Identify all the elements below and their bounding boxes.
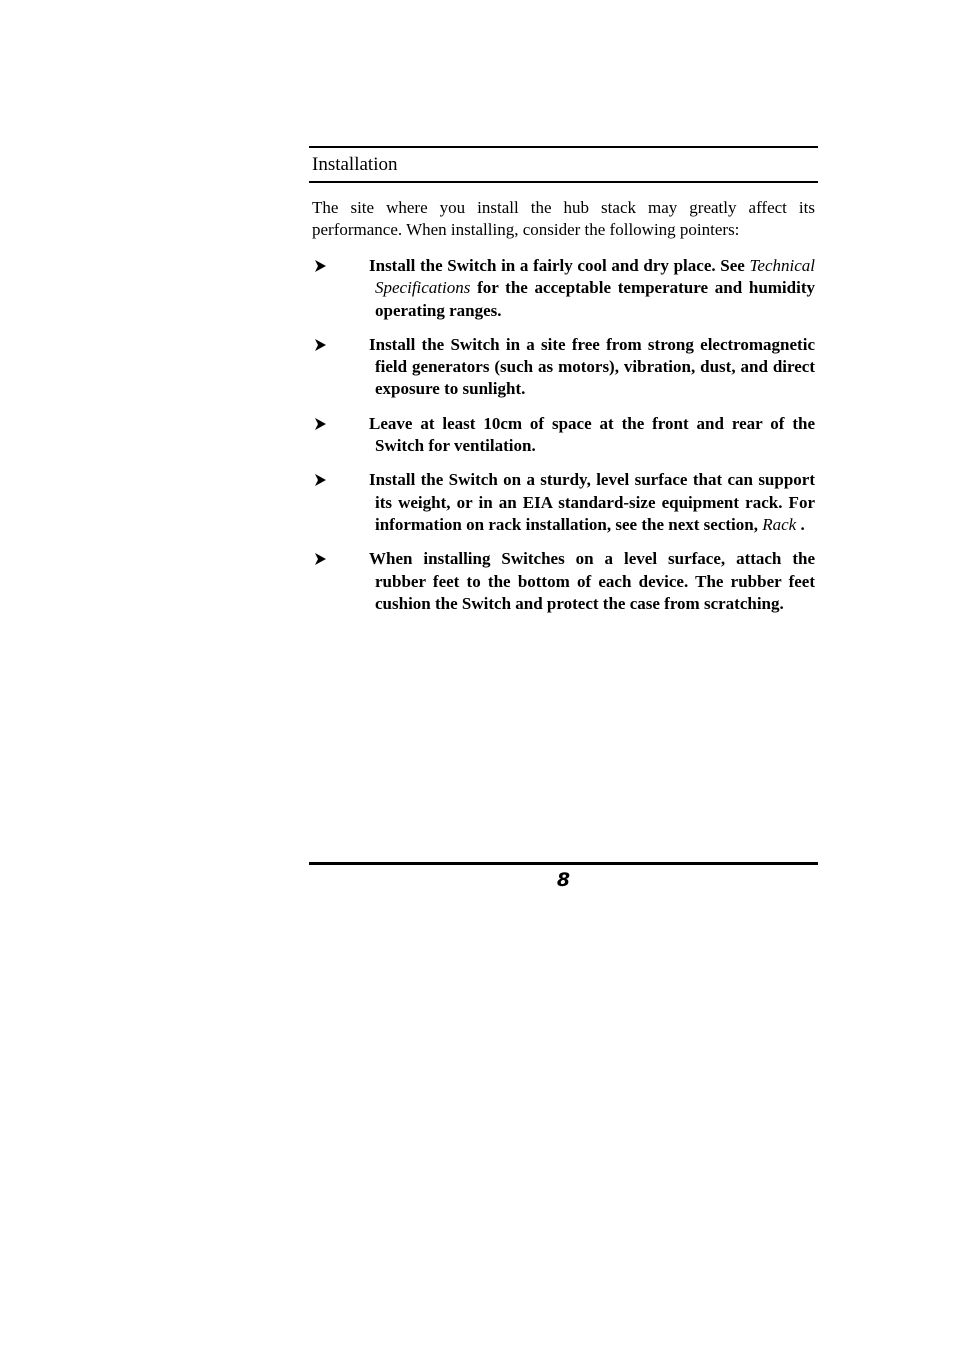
list-item-text-before: Leave at least 10cm of space at the front and rear of the Switch for ventilation. (369, 413, 815, 456)
list-item-text-emphasis: Rack (762, 514, 797, 534)
list-item-text (369, 413, 815, 458)
header-rule-bottom (309, 181, 818, 183)
list-item-text-after: . (796, 514, 805, 534)
list-item (312, 255, 815, 322)
list-item-text-before: Install the Switch in a site free from strong electromagnetic field generators (such as motors), vibration, dust, and direct exposure to sunlight. (369, 334, 815, 399)
arrowhead-bullet-icon (312, 469, 328, 491)
list-item-text-after: for the acceptable temperature and humidity operating ranges. (375, 278, 815, 320)
pointer-list (312, 255, 815, 615)
list-item-text (369, 469, 815, 536)
arrowhead-bullet-icon (312, 334, 328, 356)
list-item-text-before: When installing Switches on a level surface, attach the rubber feet to the bottom of each device. The rubber feet cushion the Switch and protect the case from scratching. (369, 549, 815, 613)
footer-rule (309, 862, 818, 865)
arrowhead-bullet-icon (312, 548, 328, 570)
intro-paragraph: The site where you install the hub stack may greatly affect its performance. When installing, consider the following pointers: (312, 198, 815, 239)
list-item-text (369, 334, 815, 401)
arrowhead-bullet-icon (312, 413, 328, 435)
page-content (309, 146, 818, 627)
list-item-text-emphasis: Technical Specifications (375, 256, 815, 298)
page-number: 8 (556, 869, 571, 891)
arrowhead-bullet-icon (312, 255, 328, 277)
list-item-text-before: Install the Switch in a fairly cool and dry place. See (369, 256, 750, 275)
list-item (312, 548, 815, 615)
list-item (312, 469, 815, 536)
section-title: Installation (312, 154, 398, 175)
list-item (312, 413, 815, 458)
list-item-text-before: Install the Switch on a sturdy, level surface that can support its weight, or in an EIA standard-size equipment rack. For information on rack installation, see the next section, (369, 470, 815, 534)
list-item-text (369, 255, 815, 322)
list-item (312, 334, 815, 401)
list-item-text (369, 548, 815, 615)
